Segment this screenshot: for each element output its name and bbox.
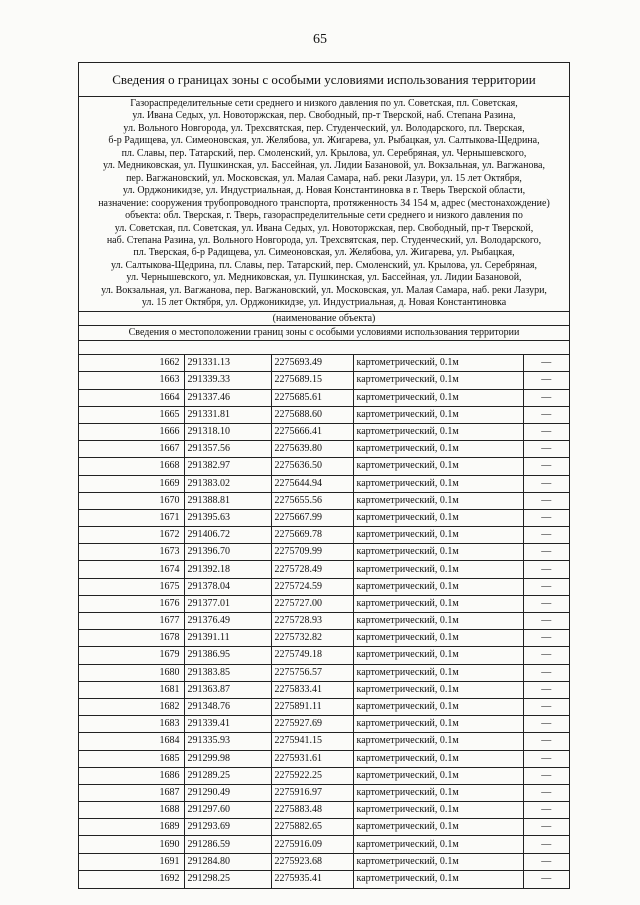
point-number-cell: 1671 [79, 509, 184, 526]
y-coordinate-cell: 2275685.61 [271, 389, 353, 406]
description-line: наб. Степана Разина, ул. Вольного Новгорода, ул. Трехсвятская, пер. Студенческий, ул. Володарского, [106, 234, 542, 246]
x-coordinate-cell: 291335.93 [184, 733, 271, 750]
table-row [79, 389, 569, 406]
y-coordinate-cell: 2275891.11 [271, 698, 353, 715]
method-cell: картометрический, 0.1м [353, 647, 523, 664]
y-coordinate-cell: 2275666.41 [271, 423, 353, 440]
description-line: пл. Тверская, б-р Радищева, ул. Симеоновская, ул. Желябова, ул. Жигарева, ул. Рыбацкая, [133, 247, 515, 259]
description-cell: — [523, 595, 569, 612]
table-row [79, 664, 569, 681]
description-cell: — [523, 509, 569, 526]
y-coordinate-cell: 2275709.99 [271, 544, 353, 561]
header-spacer [79, 341, 569, 355]
object-name-label: (наименование объекта) [79, 312, 569, 326]
y-coordinate-cell: 2275935.41 [271, 870, 353, 887]
method-cell: картометрический, 0.1м [353, 578, 523, 595]
description-cell: — [523, 836, 569, 853]
x-coordinate-cell: 291386.95 [184, 647, 271, 664]
method-cell: картометрический, 0.1м [353, 406, 523, 423]
object-description [79, 97, 569, 312]
x-coordinate-cell: 291339.33 [184, 372, 271, 389]
y-coordinate-cell: 2275833.41 [271, 681, 353, 698]
method-cell: картометрический, 0.1м [353, 389, 523, 406]
method-cell: картометрический, 0.1м [353, 355, 523, 372]
point-number-cell: 1674 [79, 561, 184, 578]
y-coordinate-cell: 2275927.69 [271, 716, 353, 733]
description-line: ул. Вокзальная, ул. Вагжанова, пер. Вагжановский, ул. Московская, ул. Малая Самара, наб. реки Лазури, [101, 284, 547, 296]
description-cell: — [523, 441, 569, 458]
table-row [79, 836, 569, 853]
method-cell: картометрический, 0.1м [353, 819, 523, 836]
y-coordinate-cell: 2275922.25 [271, 767, 353, 784]
table-row [79, 578, 569, 595]
table-row [79, 733, 569, 750]
table-row [79, 853, 569, 870]
y-coordinate-cell: 2275693.49 [271, 355, 353, 372]
table-row [79, 492, 569, 509]
description-cell: — [523, 372, 569, 389]
y-coordinate-cell: 2275667.99 [271, 509, 353, 526]
x-coordinate-cell: 291348.76 [184, 698, 271, 715]
page-number: 65 [313, 32, 327, 47]
method-cell: картометрический, 0.1м [353, 372, 523, 389]
y-coordinate-cell: 2275636.50 [271, 458, 353, 475]
x-coordinate-cell: 291377.01 [184, 595, 271, 612]
x-coordinate-cell: 291297.60 [184, 802, 271, 819]
method-cell: картометрический, 0.1м [353, 681, 523, 698]
point-number-cell: 1669 [79, 475, 184, 492]
x-coordinate-cell: 291337.46 [184, 389, 271, 406]
description-line: ул. Салтыкова-Щедрина, пл. Славы, пер. Татарский, пер. Смоленский, ул. Крылова, ул. Серебряная, [111, 259, 537, 271]
description-cell: — [523, 647, 569, 664]
y-coordinate-cell: 2275916.97 [271, 784, 353, 801]
x-coordinate-cell: 291299.98 [184, 750, 271, 767]
point-number-cell: 1680 [79, 664, 184, 681]
point-number-cell: 1665 [79, 406, 184, 423]
y-coordinate-cell: 2275728.49 [271, 561, 353, 578]
point-number-cell: 1684 [79, 733, 184, 750]
description-cell: — [523, 767, 569, 784]
y-coordinate-cell: 2275923.68 [271, 853, 353, 870]
point-number-cell: 1689 [79, 819, 184, 836]
point-number-cell: 1681 [79, 681, 184, 698]
table-row [79, 441, 569, 458]
description-line: объекта: обл. Тверская, г. Тверь, газораспределительные сети среднего и низкого давления по [125, 210, 523, 222]
table-row [79, 595, 569, 612]
description-cell: — [523, 458, 569, 475]
table-row [79, 509, 569, 526]
point-number-cell: 1670 [79, 492, 184, 509]
description-cell: — [523, 561, 569, 578]
description-cell: — [523, 698, 569, 715]
table-row [79, 527, 569, 544]
description-cell: — [523, 406, 569, 423]
y-coordinate-cell: 2275689.15 [271, 372, 353, 389]
y-coordinate-cell: 2275655.56 [271, 492, 353, 509]
method-cell: картометрический, 0.1м [353, 458, 523, 475]
y-coordinate-cell: 2275639.80 [271, 441, 353, 458]
method-cell: картометрический, 0.1м [353, 492, 523, 509]
coordinates-table [79, 355, 569, 888]
point-number-cell: 1676 [79, 595, 184, 612]
x-coordinate-cell: 291357.56 [184, 441, 271, 458]
point-number-cell: 1687 [79, 784, 184, 801]
table-row [79, 698, 569, 715]
x-coordinate-cell: 291339.41 [184, 716, 271, 733]
point-number-cell: 1677 [79, 613, 184, 630]
description-cell: — [523, 389, 569, 406]
description-cell: — [523, 492, 569, 509]
point-number-cell: 1672 [79, 527, 184, 544]
point-number-cell: 1662 [79, 355, 184, 372]
x-coordinate-cell: 291286.59 [184, 836, 271, 853]
description-line: пл. Славы, пер. Татарский, пер. Смоленский, ул. Крылова, ул. Серебряная, ул. Чернышевского, [121, 147, 527, 159]
method-cell: картометрический, 0.1м [353, 853, 523, 870]
table-row [79, 630, 569, 647]
x-coordinate-cell: 291293.69 [184, 819, 271, 836]
description-line: назначение: сооружения трубопроводного транспорта, протяженность 34 154 м, адрес (местонахождение) [98, 197, 550, 209]
description-line: ул. Чернышевского, ул. Медниковская, ул. Пушкинская, ул. Бассейная, ул. Лидии Базановой, [126, 272, 522, 284]
method-cell: картометрический, 0.1м [353, 423, 523, 440]
description-cell: — [523, 423, 569, 440]
table-row [79, 613, 569, 630]
y-coordinate-cell: 2275882.65 [271, 819, 353, 836]
method-cell: картометрический, 0.1м [353, 767, 523, 784]
description-cell: — [523, 733, 569, 750]
method-cell: картометрический, 0.1м [353, 544, 523, 561]
description-line: пер. Вагжановский, ул. Московская, ул. Малая Самара, наб. реки Лазури, ул. 15 лет Октября, [126, 172, 522, 184]
table-row [79, 681, 569, 698]
method-cell: картометрический, 0.1м [353, 733, 523, 750]
y-coordinate-cell: 2275941.15 [271, 733, 353, 750]
table-row [79, 870, 569, 887]
description-cell: — [523, 681, 569, 698]
method-cell: картометрический, 0.1м [353, 527, 523, 544]
point-number-cell: 1688 [79, 802, 184, 819]
point-number-cell: 1682 [79, 698, 184, 715]
point-number-cell: 1667 [79, 441, 184, 458]
description-cell: — [523, 475, 569, 492]
table-row [79, 819, 569, 836]
description-line: ул. Орджоникидзе, ул. Индустриальная, д. Новая Константиновка в г. Тверь Тверской области, [122, 185, 526, 197]
y-coordinate-cell: 2275724.59 [271, 578, 353, 595]
description-cell: — [523, 613, 569, 630]
table-row [79, 423, 569, 440]
point-number-cell: 1691 [79, 853, 184, 870]
y-coordinate-cell: 2275883.48 [271, 802, 353, 819]
method-cell: картометрический, 0.1м [353, 870, 523, 887]
y-coordinate-cell: 2275644.94 [271, 475, 353, 492]
description-cell: — [523, 784, 569, 801]
x-coordinate-cell: 291382.97 [184, 458, 271, 475]
y-coordinate-cell: 2275756.57 [271, 664, 353, 681]
table-row [79, 716, 569, 733]
description-cell: — [541, 873, 552, 885]
x-coordinate-cell: 291388.81 [184, 492, 271, 509]
x-coordinate-cell: 291383.02 [184, 475, 271, 492]
y-coordinate-cell: 2275688.60 [271, 406, 353, 423]
method-cell: картометрический, 0.1м [353, 716, 523, 733]
description-cell: — [523, 819, 569, 836]
table-row [79, 406, 569, 423]
point-number-cell: 1663 [79, 372, 184, 389]
method-cell: картометрический, 0.1м [353, 630, 523, 647]
table-row [79, 561, 569, 578]
y-coordinate-cell: 2275669.78 [271, 527, 353, 544]
x-coordinate-cell: 291391.11 [184, 630, 271, 647]
y-coordinate-cell: 2275916.09 [271, 836, 353, 853]
point-number-cell: 1664 [79, 389, 184, 406]
description-cell: — [523, 664, 569, 681]
point-number-cell: 1668 [79, 458, 184, 475]
table-row [79, 647, 569, 664]
table-row [79, 767, 569, 784]
y-coordinate-cell: 2275727.00 [271, 595, 353, 612]
method-cell: картометрический, 0.1м [353, 613, 523, 630]
method-cell: картометрический, 0.1м [353, 561, 523, 578]
description-line: ул. 15 лет Октября, ул. Орджоникидзе, ул. Индустриальная, д. Новая Константиновка [141, 297, 507, 309]
table-row [79, 355, 569, 372]
point-number-cell: 1686 [79, 767, 184, 784]
method-cell: картометрический, 0.1м [353, 595, 523, 612]
description-line: ул. Медниковская, ул. Пушкинская, ул. Бассейная, ул. Лидии Базановой, ул. Вокзальная, ул. Вагжанова, [103, 160, 545, 172]
point-number-cell: 1683 [79, 716, 184, 733]
location-header: Сведения о местоположении границ зоны с особыми условиями использования территории [79, 326, 569, 341]
x-coordinate-cell: 291395.63 [184, 509, 271, 526]
x-coordinate-cell: 291318.10 [184, 423, 271, 440]
x-coordinate-cell: 291383.85 [184, 664, 271, 681]
method-cell: картометрический, 0.1м [353, 750, 523, 767]
method-cell: картометрический, 0.1м [353, 475, 523, 492]
table-row [79, 458, 569, 475]
y-coordinate-cell: 2275931.61 [271, 750, 353, 767]
description-cell: — [523, 578, 569, 595]
description-line: Газораспределительные сети среднего и низкого давления по ул. Советская, пл. Советская, [130, 98, 518, 109]
y-coordinate-cell: 2275732.82 [271, 630, 353, 647]
description-line: ул. Советская, пл. Советская, ул. Ивана Седых, ул. Новоторжская, пер. Свободный, пр-т Тверской, [114, 222, 534, 234]
x-coordinate-cell: 291331.81 [184, 406, 271, 423]
description-cell: — [523, 630, 569, 647]
x-coordinate-cell: 291289.25 [184, 767, 271, 784]
table-row [79, 802, 569, 819]
method-cell: картометрический, 0.1м [353, 664, 523, 681]
x-coordinate-cell: 291284.80 [184, 853, 271, 870]
description-line: ул. Вольного Новгорода, ул. Трехсвятская, пер. Студенческий, ул. Володарского, пл. Тверская, [123, 122, 525, 134]
description-cell: — [523, 750, 569, 767]
table-row [79, 750, 569, 767]
y-coordinate-cell: 2275728.93 [271, 613, 353, 630]
x-coordinate-cell: 291396.70 [184, 544, 271, 561]
x-coordinate-cell: 291363.87 [184, 681, 271, 698]
method-cell: картометрический, 0.1м [353, 836, 523, 853]
point-number-cell: 1692 [79, 870, 184, 887]
x-coordinate-cell: 291290.49 [184, 784, 271, 801]
x-coordinate-cell: 291331.13 [184, 355, 271, 372]
description-cell: — [523, 355, 569, 372]
x-coordinate-cell: 291392.18 [184, 561, 271, 578]
point-number-cell: 1679 [79, 647, 184, 664]
method-cell: картометрический, 0.1м [353, 698, 523, 715]
table-row [79, 475, 569, 492]
description-line: б-р Радищева, ул. Симеоновская, ул. Желябова, ул. Жигарева, ул. Рыбацкая, ул. Салтыкова-Щедрина, [108, 135, 540, 147]
x-coordinate-cell: 291298.25 [184, 870, 271, 887]
method-cell: картометрический, 0.1м [353, 802, 523, 819]
point-number-cell: 1685 [79, 750, 184, 767]
point-number-cell: 1675 [79, 578, 184, 595]
description-cell: — [523, 544, 569, 561]
table-row [79, 784, 569, 801]
description-cell: — [523, 853, 569, 870]
point-number-cell: 1678 [79, 630, 184, 647]
description-cell: — [523, 527, 569, 544]
table-row [79, 372, 569, 389]
method-cell: картометрический, 0.1м [353, 509, 523, 526]
method-cell: картометрический, 0.1м [353, 784, 523, 801]
y-coordinate-cell: 2275749.18 [271, 647, 353, 664]
description-line: ул. Ивана Седых, ул. Новоторжская, пер. Свободный, пр-т Тверской, наб. Степана Разина, [132, 110, 516, 122]
document-table [78, 62, 570, 889]
description-cell: — [523, 716, 569, 733]
point-number-cell: 1673 [79, 544, 184, 561]
table-row [79, 544, 569, 561]
description-cell: — [523, 802, 569, 819]
point-number-cell: 1666 [79, 423, 184, 440]
x-coordinate-cell: 291378.04 [184, 578, 271, 595]
document-title: Сведения о границах зоны с особыми условиями использования территории [79, 63, 569, 97]
x-coordinate-cell: 291376.49 [184, 613, 271, 630]
x-coordinate-cell: 291406.72 [184, 527, 271, 544]
point-number-cell: 1690 [79, 836, 184, 853]
method-cell: картометрический, 0.1м [353, 441, 523, 458]
